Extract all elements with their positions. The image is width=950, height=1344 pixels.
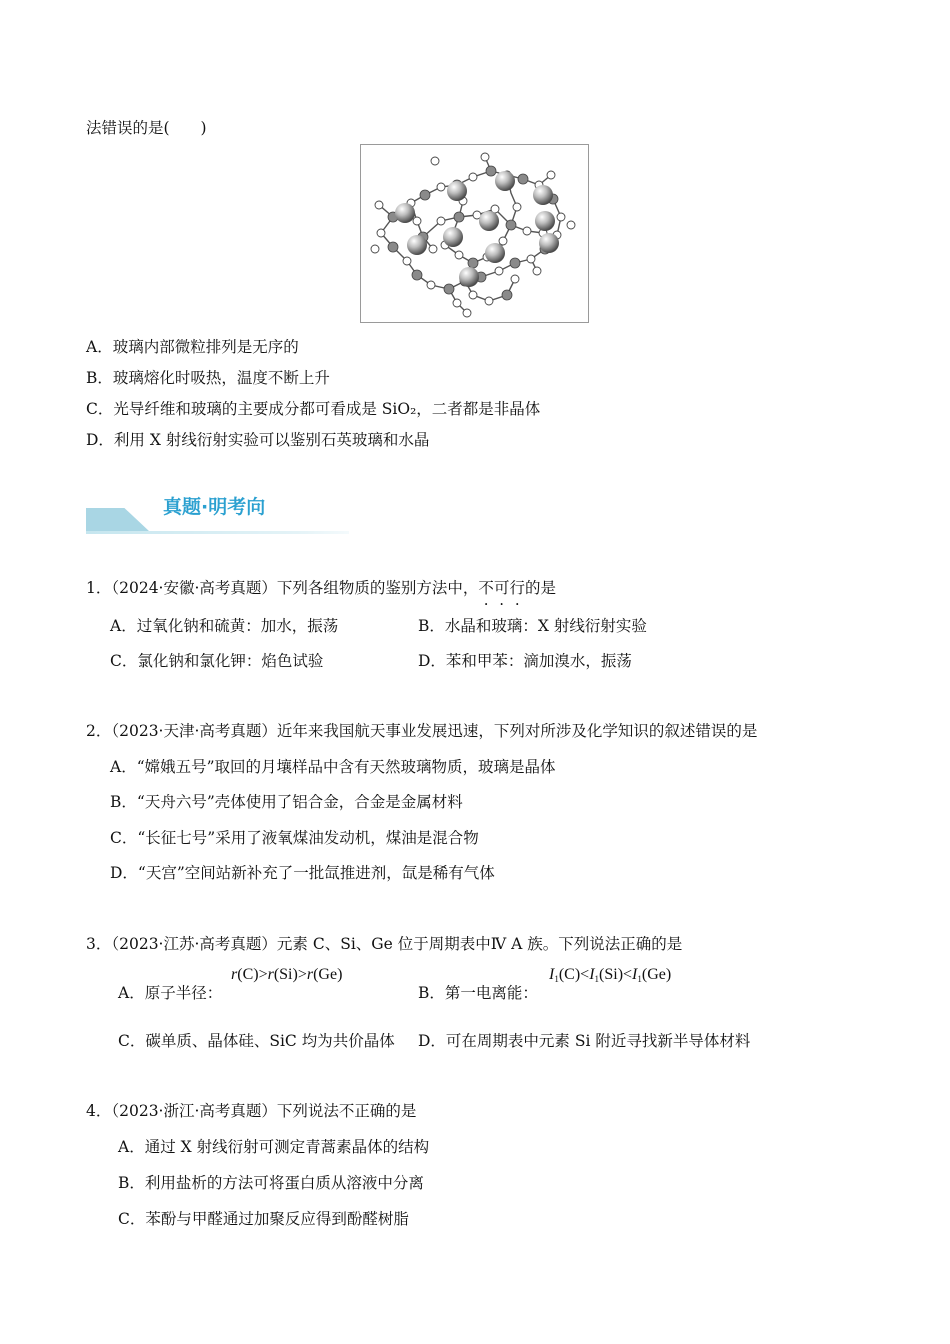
q2-option-b: B．“天舟六号”壳体使用了铝合金，合金是金属材料 — [110, 793, 463, 811]
q3-option-b-formula: $I_1(C)<I_1(Si)<I_1(Ge)$ — [549, 966, 672, 984]
glass-structure-figure — [360, 144, 589, 323]
option-a: A．玻璃内部微粒排列是无序的 — [86, 338, 299, 356]
emphasis-char: 可 — [493, 579, 510, 597]
q1-option-d: D．苯和甲苯：滴加溴水，振荡 — [418, 652, 632, 670]
q3-option-d: D．可在周期表中元素 Si 附近寻找新半导体材料 — [418, 1032, 751, 1050]
q3-option-b-label: B．第一电离能： — [418, 984, 538, 1002]
q4-option-a: A．通过 X 射线衍射可测定青蒿素晶体的结构 — [118, 1138, 430, 1156]
question-1-stem — [86, 576, 556, 598]
option-d: D．利用 X 射线衍射实验可以鉴别石英玻璃和水晶 — [86, 431, 430, 449]
glass-network-diagram — [361, 145, 588, 322]
q4-option-b: B．利用盐析的方法可将蛋白质从溶液中分离 — [118, 1174, 424, 1192]
q1-option-a: A．过氧化钠和硫黄：加水，振荡 — [110, 617, 339, 635]
question-1-stem-text: 1．（2024·安徽·高考真题）下列各组物质的鉴别方法中， — [86, 579, 479, 597]
option-c: C．光导纤维和玻璃的主要成分都可看成是 SiO₂，二者都是非晶体 — [86, 400, 541, 418]
q2-option-a: A．“嫦娥五号”取回的月壤样品中含有天然玻璃物质，玻璃是晶体 — [110, 758, 556, 776]
q2-option-c: C．“长征七号”采用了液氧煤油发动机，煤油是混合物 — [110, 829, 479, 847]
emphasis-char: 不 — [478, 579, 494, 597]
q2-option-d: D．“天宫”空间站新补充了一批氙推进剂，氙是稀有气体 — [110, 864, 495, 882]
q3-option-a-label: A．原子半径： — [118, 984, 223, 1002]
option-b: B．玻璃熔化时吸热，温度不断上升 — [86, 369, 330, 387]
question-3-stem: 3．（2023·江苏·高考真题）元素 C、Si、Ge 位于周期表中Ⅳ A 族。下列说法正确的是 — [86, 935, 683, 953]
section-header-decoration — [86, 508, 150, 532]
emphasis-char: 行 — [509, 579, 525, 597]
section-header-underline — [86, 531, 349, 534]
q1-option-c: C．氯化钠和氯化钾：焰色试验 — [110, 652, 324, 670]
question-1-stem-end: 的是 — [524, 579, 556, 597]
section-title: 真题·明考向 — [163, 496, 266, 518]
question-4-stem: 4．（2023·浙江·高考真题）下列说法不正确的是 — [86, 1102, 417, 1120]
q3-option-c: C．碳单质、晶体硅、SiC 均为共价晶体 — [118, 1032, 395, 1050]
question-2-stem: 2．（2023·天津·高考真题）近年来我国航天事业发展迅速，下列对所涉及化学知识的叙述错误的是 — [86, 722, 758, 740]
q3-option-a-formula: r(C)>r(Si)>r(Ge) — [231, 966, 343, 983]
question-stem-tail: 法错误的是( ) — [86, 119, 207, 137]
q4-option-c: C．苯酚与甲醛通过加聚反应得到酚醛树脂 — [118, 1210, 409, 1228]
q1-option-b: B．水晶和玻璃：X 射线衍射实验 — [418, 617, 647, 635]
